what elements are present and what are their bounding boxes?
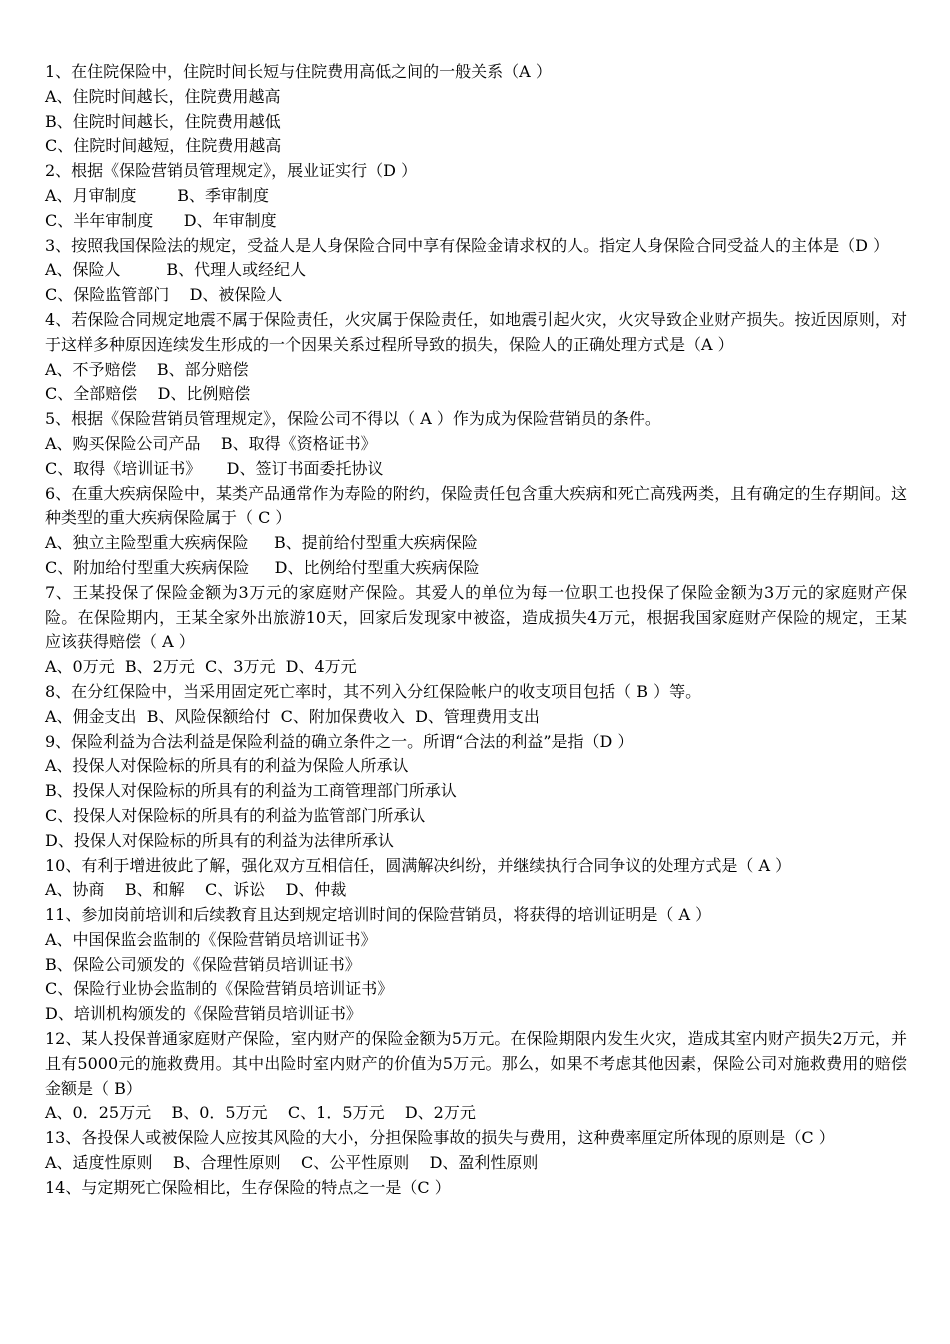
q8-options: A、佣金支出 B、风险保额给付 C、附加保费收入 D、管理费用支出 [45, 706, 540, 726]
q3-stem: 3、按照我国保险法的规定，受益人是人身保险合同中享有保险金请求权的人。指定人身保险合同受益人的主体是（D ） [45, 235, 890, 255]
q11-option-d: D、培训机构颁发的《保险营销员培训证书》 [45, 1004, 362, 1024]
q7-options: A、0万元 B、2万元 C、3万元 D、4万元 [45, 657, 357, 677]
q12-options: A、0．25万元 B、0．5万元 C、1．5万元 D、2万元 [45, 1103, 476, 1123]
document-body [45, 60, 907, 1201]
q3-options-ab: A、保险人 B、代理人或经纪人 [45, 260, 307, 280]
q14-stem: 14、与定期死亡保险相比，生存保险的特点之一是（C ） [45, 1177, 451, 1197]
q1-option-b: B、住院时间越长，住院费用越低 [45, 111, 281, 131]
q9-stem: 9、保险利益为合法利益是保险利益的确立条件之一。所谓“合法的利益”是指（D ） [45, 731, 634, 751]
q9-option-c: C、投保人对保险标的所具有的利益为监管部门所承认 [45, 805, 426, 825]
q11-stem: 11、参加岗前培训和后续教育且达到规定培训时间的保险营销员，将获得的培训证明是（ A ） [45, 905, 712, 925]
q10-stem: 10、有利于增进彼此了解，强化双方互相信任，圆满解决纠纷，并继续执行合同争议的处理方式是（ A ） [45, 855, 792, 875]
q5-options-cd: C、取得《培训证书》 D、签订书面委托协议 [45, 458, 384, 478]
q10-options: A、协商 B、和解 C、诉讼 D、仲裁 [45, 880, 347, 900]
q6-options-cd: C、附加给付型重大疾病保险 D、比例给付型重大疾病保险 [45, 557, 480, 577]
q2-stem: 2、根据《保险营销员管理规定》，展业证实行（D ） [45, 161, 418, 181]
q9-option-b: B、投保人对保险标的所具有的利益为工商管理部门所承认 [45, 781, 457, 801]
q1-stem: 1、在住院保险中，住院时间长短与住院费用高低之间的一般关系（A ） [45, 62, 552, 81]
q6-stem: 6、在重大疾病保险中，某类产品通常作为寿险的附约，保险责任包含重大疾病和死亡高残两类，且有确定的生存期间。这种类型的重大疾病保险属于（ C ） [45, 483, 907, 528]
q12-stem: 12、某人投保普通家庭财产保险，室内财产的保险金额为5万元。在保险期限内发生火灾，造成其室内财产损失2万元，并且有5000元的施救费用。其中出险时室内财产的价值为5万元。那么，如果不考虑其他因素，保险公司对施救费用的赔偿金额是（ B） [45, 1029, 907, 1098]
q11-option-c: C、保险行业协会监制的《保险营销员培训证书》 [45, 979, 394, 999]
q13-options: A、适度性原则 B、合理性原则 C、公平性原则 D、盈利性原则 [45, 1153, 539, 1173]
q7-stem: 7、王某投保了保险金额为3万元的家庭财产保险。其爱人的单位为每一位职工也投保了保险金额为3万元的家庭财产保险。在保险期内，王某全家外出旅游10天，回家后发现家中被盗，造成损失4万元，根据我国家庭财产保险的规定，王某应该获得赔偿（ A ） [45, 582, 907, 652]
q6-options-ab: A、独立主险型重大疾病保险 B、提前给付型重大疾病保险 [45, 533, 478, 553]
q11-option-b: B、保险公司颁发的《保险营销员培训证书》 [45, 954, 361, 974]
q8-stem: 8、在分红保险中，当采用固定死亡率时，其不列入分红保险帐户的收支项目包括（ B ）等。 [45, 681, 702, 701]
q9-option-d: D、投保人对保险标的所具有的利益为法律所承认 [45, 830, 394, 850]
q4-options-ab: A、不予赔偿 B、部分赔偿 [45, 359, 249, 379]
q2-options-cd: C、半年审制度 D、年审制度 [45, 210, 277, 230]
q4-stem: 4、若保险合同规定地震不属于保险责任，火灾属于保险责任，如地震引起火灾，火灾导致企业财产损失。按近因原则，对于这样多种原因连续发生形成的一个因果关系过程所导致的损失，保险人的正确处理方式是（A ） [45, 309, 907, 354]
q1-option-a: A、住院时间越长，住院费用越高 [45, 86, 281, 106]
q5-options-ab: A、购买保险公司产品 B、取得《资格证书》 [45, 433, 377, 453]
q2-options-ab: A、月审制度 B、季审制度 [45, 185, 270, 205]
q13-stem: 13、各投保人或被保险人应按其风险的大小，分担保险事故的损失与费用，这种费率厘定所体现的原则是（C ） [45, 1128, 835, 1148]
q1-option-c: C、住院时间越短，住院费用越高 [45, 136, 282, 156]
q11-option-a: A、中国保监会监制的《保险营销员培训证书》 [45, 929, 377, 949]
q4-options-cd: C、全部赔偿 D、比例赔偿 [45, 384, 251, 404]
q5-stem: 5、根据《保险营销员管理规定》，保险公司不得以（ A ）作为成为保险营销员的条件。 [45, 409, 661, 429]
q9-option-a: A、投保人对保险标的所具有的利益为保险人所承认 [45, 756, 409, 776]
q3-options-cd: C、保险监管部门 D、被保险人 [45, 285, 283, 305]
